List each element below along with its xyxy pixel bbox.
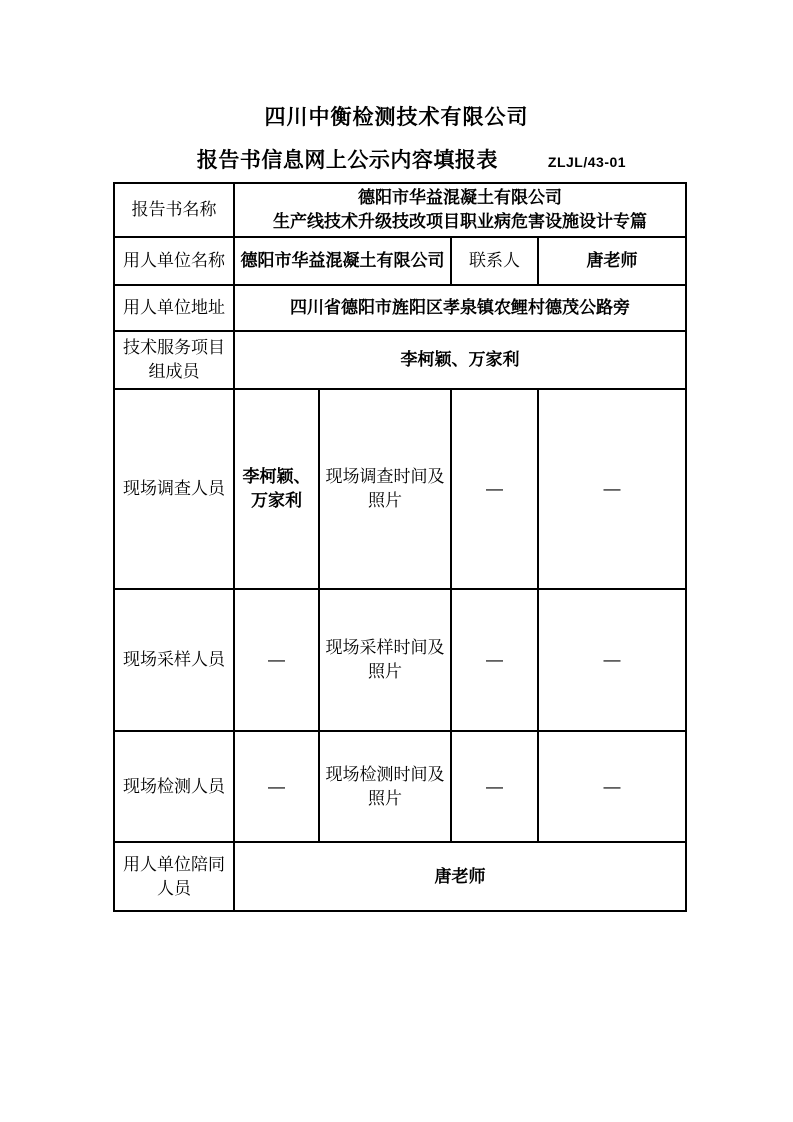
table-row-site-sampling — [114, 589, 686, 731]
site-testing-time-photo-value-cell: — — [451, 731, 538, 842]
site-survey-time-photo-label-cell: 现场调查时间及照片 — [319, 389, 451, 589]
table-row-employer-address — [114, 285, 686, 331]
form-title-row — [0, 144, 793, 174]
employer-address-label-cell: 用人单位地址 — [114, 285, 234, 331]
employer-escort-value-cell: 唐老师 — [234, 842, 686, 911]
contact-label-cell: 联系人 — [451, 237, 538, 285]
table-row-employer-name — [114, 237, 686, 285]
form-title: 报告书信息网上公示内容填报表 — [196, 149, 498, 172]
site-survey-label-cell: 现场调查人员 — [114, 389, 234, 589]
employer-name-value-cell: 德阳市华益混凝土有限公司 — [234, 237, 451, 285]
table-row-project-team — [114, 331, 686, 389]
company-title: 四川中衡检测技术有限公司 — [264, 106, 529, 129]
site-testing-time-photo-label-cell: 现场检测时间及照片 — [319, 731, 451, 842]
site-survey-extra-cell: — — [538, 389, 686, 589]
employer-name-label-cell: 用人单位名称 — [114, 237, 234, 285]
project-team-value-cell: 李柯颖、万家利 — [234, 331, 686, 389]
table-row-site-testing — [114, 731, 686, 842]
site-sampling-label-cell: 现场采样人员 — [114, 589, 234, 731]
table-row-report-name — [114, 183, 686, 237]
table-row-site-survey — [114, 389, 686, 589]
site-survey-time-photo-value-cell: — — [451, 389, 538, 589]
report-name-label-cell: 报告书名称 — [114, 183, 234, 237]
report-name-line2: 生产线技术升级技改项目职业病危害设施设计专篇 — [273, 212, 647, 231]
project-team-label-cell: 技术服务项目组成员 — [114, 331, 234, 389]
form-code: ZLJL/43-01 — [547, 154, 627, 170]
site-testing-label-cell: 现场检测人员 — [114, 731, 234, 842]
report-name-line1: 德阳市华益混凝土有限公司 — [358, 188, 562, 207]
employer-address-value-cell: 四川省德阳市旌阳区孝泉镇农鲤村德茂公路旁 — [234, 285, 686, 331]
employer-escort-label-cell: 用人单位陪同人员 — [114, 842, 234, 911]
site-sampling-time-photo-label-cell: 现场采样时间及照片 — [319, 589, 451, 731]
site-sampling-time-photo-value-cell: — — [451, 589, 538, 731]
site-sampling-personnel-cell: — — [234, 589, 319, 731]
report-name-value-cell — [234, 183, 686, 237]
report-info-table — [113, 182, 687, 912]
site-survey-personnel-cell: 李柯颖、万家利 — [234, 389, 319, 589]
contact-value-cell: 唐老师 — [538, 237, 686, 285]
site-testing-personnel-cell: — — [234, 731, 319, 842]
site-sampling-extra-cell: — — [538, 589, 686, 731]
table-row-employer-escort — [114, 842, 686, 911]
site-testing-extra-cell: — — [538, 731, 686, 842]
